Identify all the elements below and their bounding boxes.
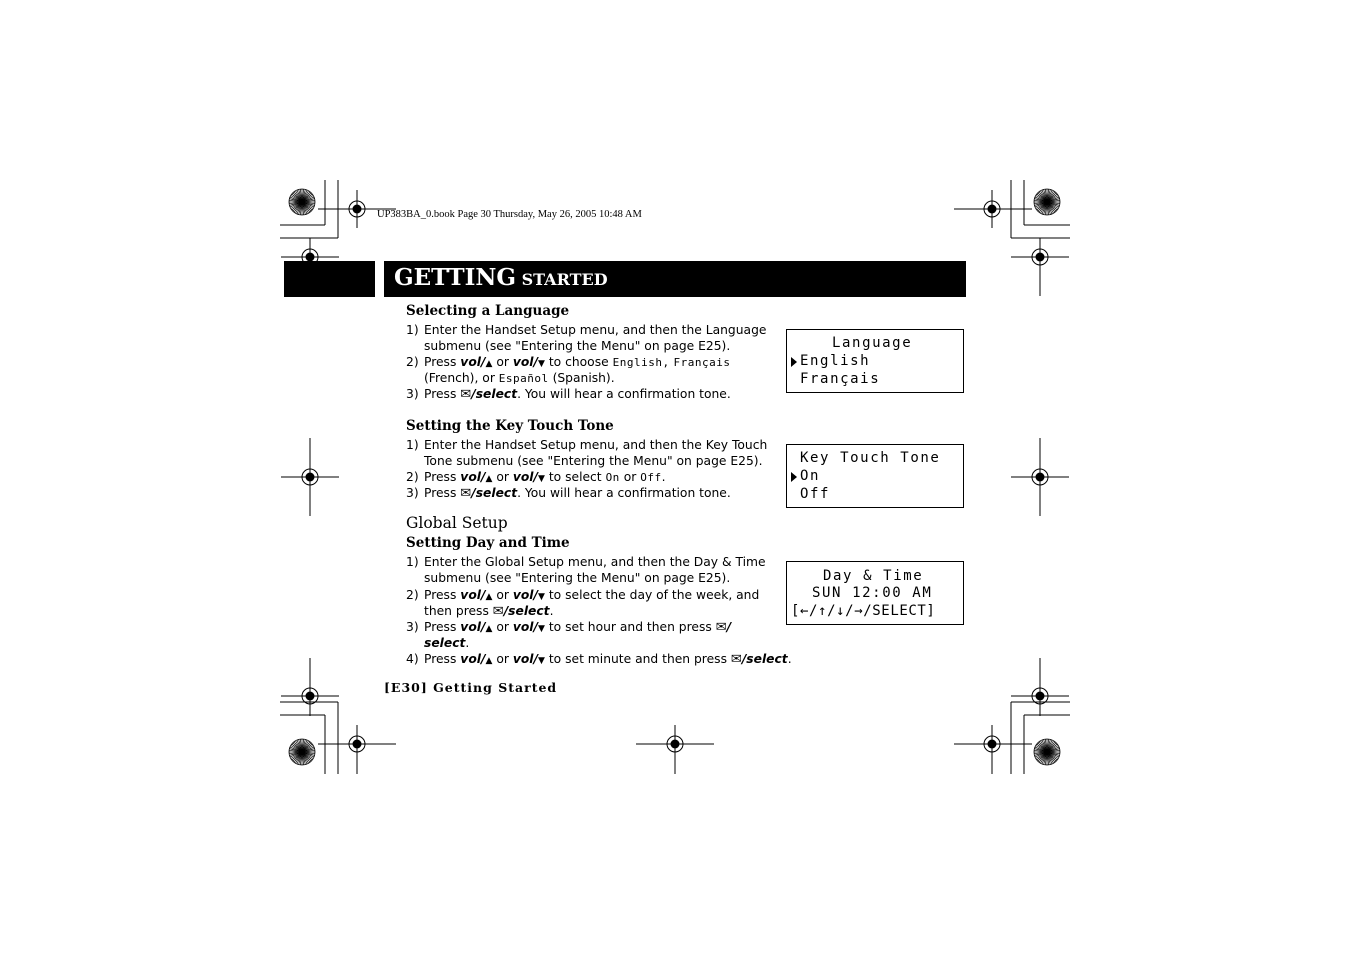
envelope-icon: ✉ — [730, 652, 742, 667]
language-step-3: 3) Press ✉/select. You will hear a confirmation tone. — [406, 387, 731, 402]
down-arrow-icon: ▼ — [538, 592, 545, 602]
up-arrow-icon: ▲ — [485, 656, 493, 666]
global-step-2: 2) Press vol/▲ or vol/▼ to select the day of the week, and then press ✉/select. — [406, 588, 760, 619]
starburst-mark-icon — [1034, 739, 1060, 765]
envelope-icon: ✉ — [492, 604, 504, 619]
up-arrow-icon: ▲ — [485, 359, 493, 369]
keytone-step-2: 2) Press vol/▲ or vol/▼ to select On or Off. — [406, 470, 666, 484]
option-espanol: Español — [498, 372, 549, 385]
vol-down-key: vol/▼ — [512, 652, 545, 666]
starburst-mark-icon — [1034, 189, 1060, 215]
down-arrow-icon: ▼ — [538, 624, 545, 634]
vol-down-key: vol/▼ — [512, 355, 545, 369]
select-key: /select — [471, 486, 518, 500]
up-arrow-icon: ▲ — [485, 474, 493, 484]
page-title: GETTING STARTED — [394, 264, 608, 291]
global-step-1: 1) Enter the Global Setup menu, and then the Day & Time submenu (see "Entering the Menu" on page E25). — [406, 555, 766, 585]
down-arrow-icon: ▼ — [538, 359, 545, 369]
vol-up-key: vol/▲ — [460, 588, 493, 602]
vol-down-key: vol/▼ — [512, 470, 545, 484]
cursor-icon — [791, 472, 797, 482]
vol-down-key: vol/▼ — [512, 620, 545, 634]
select-key: /select — [471, 387, 518, 401]
option-francais: Français — [673, 356, 731, 369]
envelope-icon: ✉ — [715, 620, 727, 635]
language-step-1: 1) Enter the Handset Setup menu, and then the Language submenu (see "Entering the Menu" on page E25). — [406, 323, 767, 353]
option-on: On — [605, 471, 620, 484]
vol-up-key: vol/▲ — [460, 652, 493, 666]
down-arrow-icon: ▼ — [538, 656, 545, 666]
vol-up-key: vol/▲ — [460, 620, 493, 634]
page-footer: [E30] Getting Started — [384, 680, 558, 695]
starburst-mark-icon — [289, 739, 315, 765]
option-off: Off — [640, 471, 662, 484]
global-step-3: 3) Press vol/▲ or vol/▼ to set hour and then press ✉/ select. — [406, 620, 732, 650]
lcd-daytime: Day & Time SUN 12:00 AM [←/↑/↓/→/SELECT] — [786, 561, 964, 625]
envelope-icon: ✉ — [460, 486, 472, 501]
print-info: UP383BA_0.book Page 30 Thursday, May 26, 2005 10:48 AM — [377, 209, 642, 220]
black-tab — [284, 261, 375, 297]
option-english: English, — [612, 356, 670, 369]
lcd-keytone: Key Touch Tone On Off — [786, 444, 964, 508]
starburst-mark-icon — [289, 189, 315, 215]
keytone-step-3: 3) Press ✉/select. You will hear a confirmation tone. — [406, 486, 731, 501]
lcd-language: Language English Français — [786, 329, 964, 393]
section-title-keytone: Setting the Key Touch Tone — [406, 418, 614, 434]
select-key: /select — [741, 652, 788, 666]
section-title-global: Global Setup — [406, 514, 508, 532]
section-title-language: Selecting a Language — [406, 303, 570, 319]
section-subtitle-daytime: Setting Day and Time — [406, 535, 570, 551]
envelope-icon: ✉ — [460, 387, 472, 402]
cursor-icon — [791, 357, 797, 367]
down-arrow-icon: ▼ — [538, 474, 545, 484]
keytone-step-1: 1) Enter the Handset Setup menu, and then the Key Touch Tone submenu (see "Entering the Menu" on page E25). — [406, 438, 768, 468]
vol-up-key: vol/▲ — [460, 470, 493, 484]
vol-up-key: vol/▲ — [460, 355, 493, 369]
select-key: select — [424, 636, 466, 650]
up-arrow-icon: ▲ — [485, 592, 493, 602]
vol-down-key: vol/▼ — [512, 588, 545, 602]
global-step-4: 4) Press vol/▲ or vol/▼ to set minute and then press ✉/select. — [406, 652, 792, 667]
header-bar — [384, 261, 966, 297]
up-arrow-icon: ▲ — [485, 624, 493, 634]
select-key: /select — [503, 604, 550, 618]
language-step-2: 2) Press vol/▲ or vol/▼ to choose English, Français (French), or Español (Spanish). — [406, 355, 731, 385]
